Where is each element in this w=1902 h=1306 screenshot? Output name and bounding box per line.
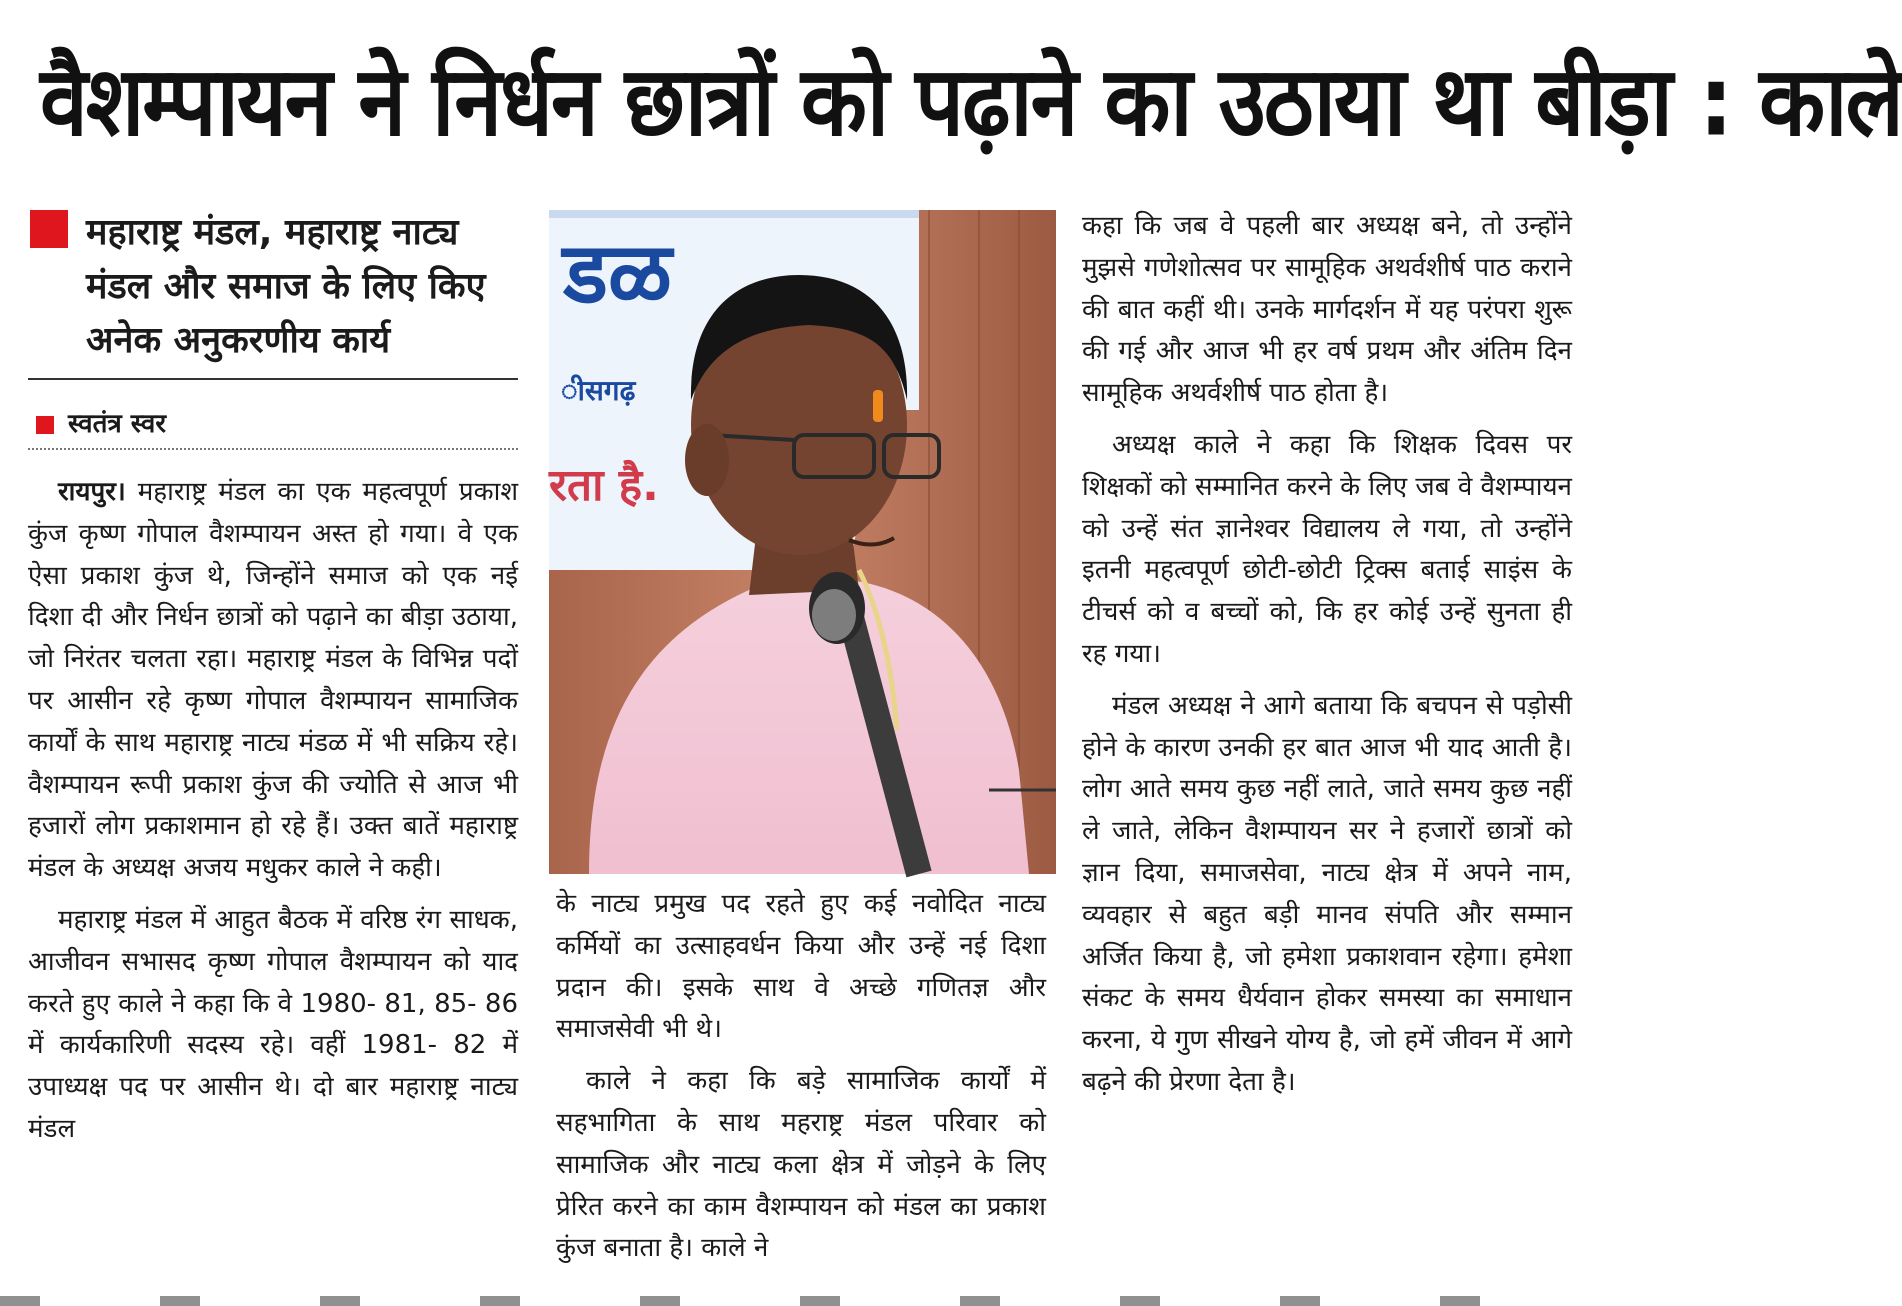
highlight-text: महाराष्ट्र मंडल, महाराष्ट्र नाट्य मंडल और समाज के लिए किए अनेक अनुकरणीय कार्य xyxy=(86,212,486,361)
banner-text-3: रता है. xyxy=(549,460,659,511)
right-paragraph-3: मंडल अध्यक्ष ने आगे बताया कि बचपन से पड़ोसी होने के कारण उनकी हर बात आज भी याद आती है।लोग आते समय कुछ नहीं लाते, जाते समय कुछ नहीं ले जाते, लेकिन वैशम्पायन सर ने हजारों छात्रों को ज्ञान दिया, समाजसेवा, नाट्य क्षेत्र में अपने नाम, व्यवहार से बहुत बड़ी मानव संपति और सम्मान अर्जित किया है, जो हमेशा प्रकाशवान रहेगा। हमेशा संकट के समय धैर्यवान होकर समस्या का समाधान करना, ये गुण सीखने योग्य है, जो हमें जीवन में आगे बढ़ने की प्रेरणा देता है। xyxy=(1082,690,1572,1097)
right-column xyxy=(1082,206,1572,1104)
left-column xyxy=(28,206,518,1151)
middle-paragraph-2: काले ने कहा कि बड़े सामाजिक कार्यों में सहभागिता के साथ महराष्ट्र मंडल परिवार को सामाजिक और नाट्य कला क्षेत्र में जोड़ने के लिए प्रेरित करने का काम वैशम्पायन को मंडल का प्रकाश कुंज बनाता है। काले ने xyxy=(556,1066,1046,1264)
speaker-photo-image xyxy=(549,210,1056,874)
dateline: रायपुर। xyxy=(58,477,126,507)
left-paragraph-1 xyxy=(28,472,518,890)
headline: वैशम्पायन ने निर्धन छात्रों को पढ़ाने का उठाया था बीड़ा : काले xyxy=(40,46,1902,158)
red-square-icon xyxy=(30,210,68,248)
middle-column xyxy=(556,884,1046,1270)
banner-text-2: ीसगढ़ xyxy=(561,374,636,407)
highlight-box xyxy=(28,206,518,380)
byline xyxy=(28,404,518,450)
left-paragraph-1-text: महाराष्ट्र मंडल का एक महत्वपूर्ण प्रकाश कुंज कृष्ण गोपाल वैशम्पायन अस्त हो गया। वे एक ऐसा प्रकाश कुंज थे, जिन्होंने समाज को एक नई दिशा दी और निर्धन छात्रों को पढ़ाने का बीड़ा उठाया, जो निरंतर चलता रहा। महाराष्ट्र मंडल के विभिन्न पदों पर आसीन रहे कृष्ण गोपाल वैशम्पायन सामाजिक कार्यों के साथ महाराष्ट्र नाट्य मंडळ में भी सक्रिय रहे। वैशम्पायन रूपी प्रकाश कुंज की ज्योति से आज भी हजारों लोग प्रकाशमान हो रहे हैं। उक्त बातें महाराष्ट्र मंडल के अध्यक्ष अजय मधुकर काले ने कही। xyxy=(28,477,518,884)
speaker-photo xyxy=(549,210,1056,874)
middle-paragraph-1: के नाट्य प्रमुख पद रहते हुए कई नवोदित नाट्य कर्मियों का उत्साहवर्धन किया और उन्हें नई दिशा प्रदान की। इसके साथ वे अच्छे गणितज्ञ और समाजसेवी भी थे। xyxy=(556,889,1046,1045)
byline-text: स्वतंत्र स्वर xyxy=(68,409,166,439)
red-bullet-icon xyxy=(36,416,54,434)
banner-text: डळ xyxy=(563,224,672,322)
next-article-edge xyxy=(0,1296,1600,1306)
right-paragraph-2: अध्यक्ष काले ने कहा कि शिक्षक दिवस पर शिक्षकों को सम्मानित करने के लिए जब वे वैशम्पायन को उन्हें संत ज्ञानेश्वर विद्यालय ले गया, तो उन्होंने इतनी महत्वपूर्ण छोटी-छोटी ट्रिक्स बताई साइंस के टीचर्स को व बच्चों को, कि हर कोई उन्हें सुनता ही रह गया। xyxy=(1082,429,1572,669)
right-paragraph-1: कहा कि जब वे पहली बार अध्यक्ष बने, तो उन्होंने मुझसे गणेशोत्सव पर सामूहिक अथर्वशीर्ष पाठ कराने की बात कहीं थी। उनके मार्गदर्शन में यह परंपरा शुरू की गई और आज भी हर वर्ष प्रथम और अंतिम दिन सामूहिक अथर्वशीर्ष पाठ होता है। xyxy=(1082,211,1572,409)
left-paragraph-2: महाराष्ट्र मंडल में आहुत बैठक में वरिष्ठ रंग साधक, आजीवन सभासद कृष्ण गोपाल वैशम्पायन को याद करते हुए काले ने कहा कि वे 1980- 81, 85- 86 में कार्यकारिणी सदस्य रहे। वहीं 1981- 82 में उपाध्यक्ष पद पर आसीन थे। दो बार महाराष्ट्र नाट्य मंडल xyxy=(28,904,518,1144)
